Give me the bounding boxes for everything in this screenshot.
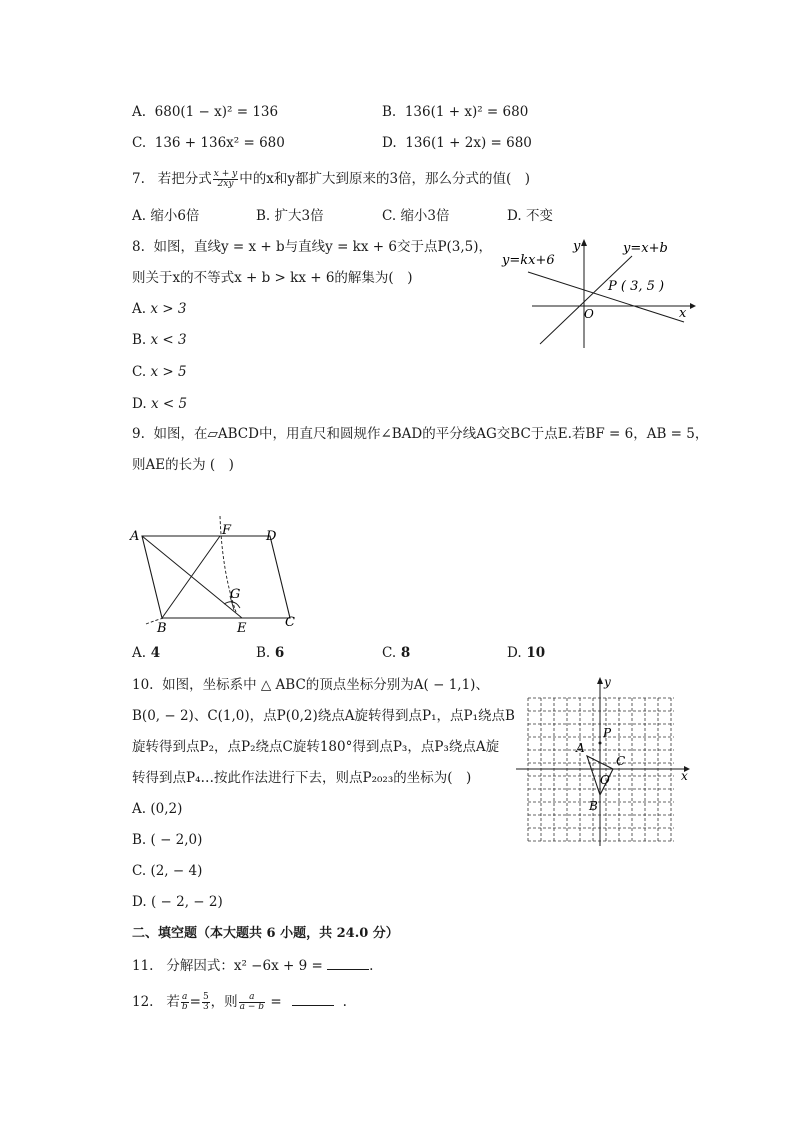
option-text: 6 — [274, 645, 285, 661]
option-text: 8 — [400, 645, 411, 661]
label-o: O — [600, 773, 610, 787]
q10-stem-line1 — [132, 676, 489, 694]
q6-option-c — [132, 134, 285, 152]
q7-stem — [132, 170, 530, 189]
q9-option-c — [382, 644, 410, 662]
option-text: x > 3 — [150, 301, 187, 317]
label-p: P — [603, 726, 612, 740]
fraction-a-over-b — [181, 993, 189, 1012]
q11 — [132, 956, 373, 975]
option-text: 扩大3倍 — [274, 208, 324, 224]
option-label: D. — [507, 645, 522, 661]
fraction-denominator: b — [181, 1002, 188, 1012]
section-title-text: 二、填空题（本大题共 6 小题，共 24.0 分） — [132, 926, 399, 941]
option-label: B. — [132, 832, 147, 848]
q9-stem-line2 — [132, 456, 234, 474]
q8-option-b — [132, 331, 187, 349]
fraction-denominator: 3 — [202, 1002, 209, 1012]
option-text: 136 + 136x² = 680 — [154, 135, 285, 151]
q6-option-d — [382, 134, 532, 152]
q8-option-a — [132, 300, 186, 318]
stem-text: B(0, − 2)、C(1,0)，点P(0,2)绕点A旋转得到点P₁，点P₁绕点B — [132, 708, 515, 724]
option-text: 4 — [150, 645, 161, 661]
q10-option-b — [132, 831, 202, 849]
line-x-plus-b — [540, 256, 632, 344]
option-label: B. — [132, 332, 147, 348]
label-x: x — [679, 306, 687, 321]
fraction-a-over-a-minus-b — [239, 993, 265, 1012]
q9-option-d — [507, 644, 545, 662]
fraction-numerator: 5 — [202, 992, 209, 1002]
question-number: 7. — [132, 171, 145, 187]
segment-bf — [162, 536, 220, 618]
label-g: G — [230, 587, 241, 602]
q10-stem-line3 — [132, 738, 499, 756]
q7-option-d — [507, 207, 553, 225]
fraction-5-over-3 — [202, 993, 210, 1012]
option-text: 680(1 − x)² = 136 — [154, 104, 279, 120]
label-a: A — [130, 529, 140, 544]
q10-stem-line4 — [132, 769, 471, 787]
q10-option-a — [132, 800, 182, 818]
label-x: x — [681, 769, 688, 783]
parallelogram-abcd — [142, 536, 290, 618]
stem-text: 分解因式：x² −6x + 9 = — [166, 958, 323, 974]
option-label: B. — [382, 104, 397, 120]
label-f: F — [222, 523, 232, 538]
question-number: 12. — [132, 994, 154, 1010]
question-number: 8. — [132, 239, 145, 255]
option-text: x < 5 — [150, 396, 188, 412]
option-label: C. — [132, 863, 147, 879]
stem-text: ，则 — [210, 994, 238, 1010]
q10-option-d — [132, 893, 223, 911]
option-label: A. — [132, 104, 147, 120]
label-a: A — [576, 741, 585, 755]
q8-option-c — [132, 363, 187, 381]
section-title — [132, 925, 399, 943]
option-label: D. — [132, 894, 147, 910]
q6-option-a — [132, 103, 278, 121]
option-label: A. — [132, 208, 147, 224]
fraction-numerator: a — [239, 993, 265, 1003]
option-text: x > 5 — [150, 364, 187, 380]
stem-text: 则AE的长为 ( ) — [132, 457, 234, 473]
q10-stem-line2 — [132, 707, 515, 725]
option-text: 136(1 + 2x) = 680 — [405, 135, 532, 151]
q8-stem-line2 — [132, 269, 412, 287]
label-o: O — [584, 307, 594, 321]
option-text: 136(1 + x)² = 680 — [404, 104, 529, 120]
option-text: (0,2) — [150, 801, 183, 817]
stem-end: . — [369, 958, 374, 974]
label-p: P ( 3, 5 ) — [608, 279, 665, 294]
label-d: D — [266, 529, 277, 544]
q8-figure — [496, 236, 696, 351]
label-e: E — [237, 621, 247, 636]
equals-sign: = — [270, 994, 282, 1010]
y-axis-arrow — [597, 677, 603, 684]
fraction-numerator: x + y — [213, 169, 238, 179]
stem-text: 则关于x的不等式x + b > kx + 6的解集为( ) — [132, 270, 413, 286]
option-text: 缩小6倍 — [150, 208, 200, 224]
q12 — [132, 992, 347, 1012]
option-label: C. — [382, 645, 397, 661]
stem-text: 旋转得到点P₂，点P₂绕点C旋转180°得到点P₃，点P₃绕点A旋 — [132, 739, 500, 755]
option-label: C. — [132, 135, 147, 151]
stem-text: 如图，在▱ABCD中，用直尺和圆规作∠BAD的平分线AG交BC于点E.若BF = 6，AB = 5， — [153, 426, 709, 442]
q10-figure — [512, 674, 692, 850]
point-p — [599, 742, 602, 745]
answer-blank[interactable] — [292, 992, 334, 1006]
question-number: 10. — [132, 677, 154, 693]
q6-option-b — [382, 103, 528, 121]
label-b: B — [157, 621, 167, 636]
label-y: y — [604, 675, 611, 689]
option-label: D. — [507, 208, 522, 224]
q9-figure — [126, 512, 306, 636]
answer-blank[interactable] — [327, 956, 369, 970]
q9-stem-line1 — [132, 425, 708, 443]
option-text: 缩小3倍 — [400, 208, 450, 224]
y-axis-arrow — [581, 239, 587, 246]
label-c: C — [285, 615, 295, 630]
stem-text: 若 — [166, 994, 180, 1010]
option-label: D. — [132, 396, 147, 412]
option-label: A. — [132, 301, 147, 317]
q7-option-c — [382, 207, 450, 225]
x-axis-arrow — [690, 303, 696, 309]
stem-text: 如图，直线y = x + b与直线y = kx + 6交于点P(3,5)， — [153, 239, 493, 255]
option-label: D. — [382, 135, 397, 151]
q9-option-b — [256, 644, 284, 662]
stem-text: 若把分式 — [157, 171, 212, 187]
label-kx: y=kx+6 — [502, 253, 555, 268]
option-label: C. — [132, 364, 147, 380]
option-label: B. — [256, 208, 271, 224]
q8-option-d — [132, 395, 187, 413]
q10-option-c — [132, 862, 202, 880]
stem-text: 中的x和y都扩大到原来的3倍，那么分式的值( ) — [239, 171, 531, 187]
option-text: 10 — [526, 645, 546, 661]
q9-option-a — [132, 644, 160, 662]
q7-option-b — [256, 207, 324, 225]
stem-text: 如图，坐标系中 △ ABC的顶点坐标分别为A( − 1,1)、 — [162, 677, 489, 693]
option-label: A. — [132, 645, 147, 661]
fraction-denominator: a − b — [239, 1002, 265, 1012]
option-text: x < 3 — [150, 332, 187, 348]
label-b: B — [589, 799, 598, 813]
option-label: A. — [132, 801, 147, 817]
label-xb: y=x+b — [623, 241, 668, 256]
fraction-numerator: a — [182, 992, 188, 1002]
option-text: ( − 2, − 2) — [150, 894, 223, 910]
option-text: (2, − 4) — [150, 863, 203, 879]
stem-text: 转得到点P₄…按此作法进行下去，则点P₂₀₂₃的坐标为( ) — [132, 770, 472, 786]
q7-option-a — [132, 207, 199, 225]
q8-stem-line1 — [132, 238, 492, 256]
option-label: C. — [382, 208, 397, 224]
label-c: C — [616, 754, 626, 768]
fraction — [213, 170, 238, 189]
fraction-denominator: 2xy — [217, 179, 234, 189]
option-label: B. — [256, 645, 271, 661]
question-number: 9. — [132, 426, 145, 442]
equals-sign: = — [189, 994, 201, 1010]
stem-end: . — [342, 994, 347, 1010]
label-y: y — [573, 239, 581, 254]
option-text: 不变 — [525, 208, 553, 224]
option-text: ( − 2,0) — [150, 832, 203, 848]
question-number: 11. — [132, 958, 154, 974]
